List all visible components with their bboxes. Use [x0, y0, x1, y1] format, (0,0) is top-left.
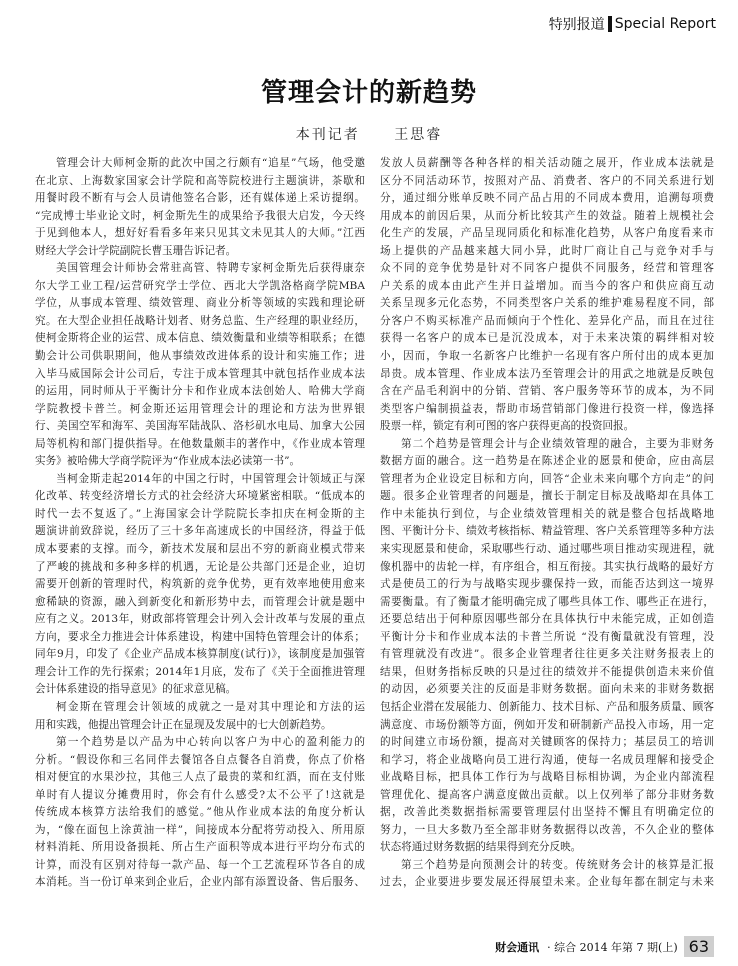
text-line: 状态将通过财务数据的结果得到充分反映。 — [380, 841, 582, 854]
text-line: 行、美国空军和海军、美国海军陆战队、洛杉矶水电局、加拿大公园 — [35, 420, 365, 433]
byline-role: 本刊记者 — [295, 127, 360, 143]
text-line: 方向，要求全力推进会计体系建设，构建中国特色管理会计的体系； — [35, 630, 365, 643]
text-line: 第二个趋势是管理会计与企业绩效管理的融合，主要为非财务 — [401, 437, 714, 450]
text-line: 题。很多企业管理者的问题是，擅长于制定目标及战略却在具体工 — [380, 490, 714, 503]
section-header — [549, 14, 716, 34]
text-line: 来实现愿景和使命，采取哪些行动、通过哪些项目推动实现进程，就 — [380, 543, 714, 556]
text-line: 业战略目标，把具体工作行为与战略目标相协调，为企业内部流程 — [380, 771, 714, 784]
text-line: 管理优化、提高客户满意度做出贡献。以上仅列举了部分非财务数 — [380, 788, 714, 801]
text-line: 的动因，必须要关注的反面是非财务数据。面向未来的非财务数据 — [380, 683, 714, 696]
section-name-en: Special Report — [614, 16, 716, 32]
text-line: 发放人员薪酬等各种各样的相关活动随之展开，作业成本法就是 — [380, 157, 714, 169]
text-line: 了严峻的挑战和多种多样的机遇，无论是公共部门还是企业，迫切 — [35, 560, 365, 573]
text-line: 学位，从事成本管理、绩效管理、商业分析等领域的实践和理论研 — [35, 297, 365, 310]
text-line: 平衡计分卡和作业成本法的卡普兰所说 “没有衡量就没有管理，没 — [380, 630, 714, 643]
byline — [0, 124, 738, 144]
page-number: 63 — [684, 936, 714, 957]
text-line: 管理者为企业设定目标和方向，回答“企业未来向哪个方向走”的问 — [380, 472, 714, 485]
text-line: 满意度、市场份额等方面，例如开发和研制新产品投入市场，用一定 — [380, 718, 714, 731]
text-line: 昂贵。成本管理、作业成本法乃至管理会计的用武之地就是反映包 — [380, 367, 714, 380]
text-line: 第一个趋势是以产品为中心转向以客户为中心的盈利能力的 — [56, 736, 365, 749]
text-line: 数据方面的融合。这一趋势是在陈述企业的愿景和使命，应由高层 — [380, 455, 714, 468]
text-line: 化改革、转变经济增长方式的社会经济大环境紧密相联。“低成本的 — [35, 490, 365, 503]
text-line: 获得一名客户的成本已是沉没成本，对于未来决策的羁绊相对较 — [380, 332, 714, 345]
text-line: 场上提供的产品越来越大同小异，此时厂商让自己与竞争对手与 — [380, 244, 714, 257]
text-line: 应有之义。2013年，财政部将管理会计列入会计改革与发展的重点 — [35, 613, 365, 626]
magazine-name: 财会通讯 — [495, 940, 540, 954]
text-line: 关系呈现多元化态势，不同类型客户关系的维护难易程度不同，部 — [380, 297, 714, 310]
text-line: 包括企业潜在发展能力、创新能力、技术目标、产品和服务质量、顾客 — [380, 700, 714, 713]
text-line: 小，因而，争取一名新客户比维护一名现有客户所付出的成本更加 — [380, 350, 714, 363]
text-line: 过去，企业要进步要发展还得展望未来。企业每年都在制定与未来 — [380, 876, 714, 889]
text-line: 分客户不购买标准产品而倾向于个性化、差异化产品，而且在过往 — [380, 314, 714, 327]
text-line: 柯金斯在管理会计领域的成就之一是对其中理论和方法的运 — [56, 700, 365, 713]
text-line: 像机器中的齿轮一样，有序组合，相互衔接。其实执行战略的最好方 — [380, 560, 714, 573]
text-line: 同年9月，印发了《企业产品成本核算制度(试行)》，该制度是加强管 — [35, 648, 365, 661]
text-line: 会计体系建设的指导意见》的征求意见稿。 — [35, 683, 237, 696]
section-name-cn: 特别报道 — [548, 17, 605, 33]
text-line: 众不同的竞争优势是针对不同客户提供不同服务，经营和管理客 — [380, 262, 714, 275]
text-line: 含在产品毛利润中的分销、营销、客户服务等环节的成本，为不同 — [380, 385, 714, 398]
text-line: 美国管理会计师协会常驻高管、特聘专家柯金斯先后获得康奈 — [56, 262, 365, 275]
page-footer — [495, 936, 714, 957]
text-line: 究。在大型企业担任战略计划者、财务总监、生产经理的职业经历， — [35, 314, 365, 327]
article-title: 管理会计的新趋势 — [260, 78, 477, 108]
text-line: 本消耗。当一份订单来到企业后，企业内部有添置设备、售后服务、 — [35, 876, 365, 889]
text-line: 尔大学工业工程/运营研究学士学位、西北大学凯洛格商学院MBA — [35, 279, 365, 292]
text-line: 传统成本核算方法给我们的感觉。”他从作业成本法的角度分析认 — [35, 806, 365, 819]
text-line: 需要开创新的管理时代，构筑新的竞争优势，更有效率地使用愈来 — [35, 578, 365, 591]
text-line: 分析。“假设你和三名同伴去餐馆各自点餐各自消费，你点了价格 — [35, 753, 365, 766]
text-line: 用和实践，他提出管理会计正在显现及发展中的七大创新趋势。 — [35, 718, 332, 731]
text-line: 式是使员工的行为与战略实现步骤保持一致，而能否达到这一境界 — [380, 578, 714, 591]
text-line: 股票一样，锁定有利可图的客户获得更高的投资回报。 — [380, 420, 635, 433]
text-line: 的运用，同时师从于平衡计分卡和作业成本法创始人、哈佛大学商 — [35, 385, 365, 398]
text-line: 化生产的发展，产品呈现同质化和标准化趋势，从客户角度看来市 — [380, 227, 714, 240]
text-line: 努力，一旦大多数乃至全部非财务数据得以改善，不久企业的整体 — [380, 823, 714, 836]
text-line: 材料消耗、所用设备损耗、所占生产面积等成本进行平均分布式的 — [35, 841, 365, 854]
issue-info: · 综合 2014 年第 7 期(上) — [547, 940, 678, 954]
text-line: 学院教授卡普兰。柯金斯还运用管理会计的理论和方法为世界银 — [35, 402, 365, 415]
text-line: 区分不同活动环节，按照对产品、消费者、客户的不同关系进行划 — [380, 174, 714, 187]
text-line: 于见到他本人，想好好看看多年来只见其文未见其人的大师。”江西 — [35, 227, 365, 240]
text-line: 的时间建立市场份额，提高对关键顾客的保持力；基层员工的培训 — [380, 736, 714, 749]
text-line: 结果，但财务指标反映的只是过往的绩效并不能提供创造未来价值 — [380, 665, 714, 678]
text-line: 时代一去不复返了。”上海国家会计学院院长李扣庆在柯金斯的主 — [35, 507, 365, 520]
text-line: 实务》被哈佛大学商学院评为“作业成本法必读第一书”。 — [35, 455, 301, 468]
text-line: 入毕马威国际会计公司后，专注于成本管理其中就包括作业成本法 — [35, 367, 365, 380]
text-line: 和学习，将企业战略向员工进行沟通，使每一名成员理解和接受企 — [380, 753, 714, 766]
article-column-right — [380, 155, 714, 892]
text-line: 用餐时段不断有与会人员请他签名合影，还有媒体递上采访提纲。 — [35, 192, 365, 205]
text-line: 题演讲前致辞说，经历了三十多年高速成长的中国经济，得益于低 — [35, 525, 365, 538]
text-line: 据，改善此类数据指标需要管理层付出坚持不懈且有明确定位的 — [380, 806, 714, 819]
text-line: 管理会计大师柯金斯的此次中国之行颇有“追星”气场，他受邀 — [56, 157, 365, 169]
text-line: 用成本的前因后果，从而分析比较其产生的效益。随着上规模社会 — [380, 209, 714, 222]
text-line: 理会计工作的先行探索；2014年1月底，发布了《关于全面推进管理 — [35, 665, 365, 678]
byline-author: 王思睿 — [394, 127, 443, 143]
text-line: 成本要素的支撑。而今，新技术发展和层出不穷的新商业模式带来 — [35, 543, 365, 556]
text-line: 户关系的成本由此产生并日益增加。而当今的客户和供应商互动 — [380, 279, 714, 292]
text-line: 单时有人提议分摊费用时，你会有什么感受?太不公平了!这就是 — [35, 788, 365, 801]
text-line: 当柯金斯走起2014年的中国之行时，中国管理会计领域正与深 — [56, 472, 365, 485]
text-line: 愈稀缺的资源，融入到新变化和新形势中去，而管理会计就是题中 — [35, 595, 365, 608]
text-line: 需要衡量。有了衡量才能明确完成了哪些具体工作、哪些正在进行， — [380, 595, 714, 608]
text-line: 在北京、上海数家国家会计学院和高等院校进行主题演讲，茶歇和 — [35, 174, 365, 187]
text-line: 有管理就没有改进”。很多企业管理者往往更多关注财务报表上的 — [380, 648, 714, 661]
text-line: 分，通过细分账单反映不同产品占用的不同成本费用，追溯每项费 — [380, 192, 714, 205]
text-line: 作中未能执行到位，与企业绩效管理相关的就是整合包括战略地 — [380, 507, 714, 520]
text-line: 图、平衡计分卡、绩效考核指标、精益管理、客户关系管理等多种方法 — [380, 525, 714, 538]
section-divider — [608, 16, 612, 32]
text-line: “完成博士毕业论文时，柯金斯先生的成果给予我很大启发，今天终 — [35, 209, 365, 222]
text-line: 为，“像在面包上涂黄油一样”，间接成本分配将劳动投入、所用原 — [35, 823, 365, 836]
text-line: 局等机构和部门提供指导。在他数量颇丰的著作中，《作业成本管理 — [35, 437, 365, 450]
article-column-left — [35, 155, 365, 892]
text-line: 财经大学会计学院副院长曹玉珊告诉记者。 — [35, 244, 237, 257]
text-line: 第三个趋势是向预测会计的转变。传统财务会计的核算是汇报 — [401, 858, 714, 871]
text-line: 使柯金斯将企业的运营、成本信息、绩效衡量和业绩等相联系；在德 — [35, 332, 365, 345]
text-line: 计算，而没有区别对待每一款产品、每一个工艺流程环节各自的成 — [35, 858, 365, 871]
text-line: 勤会计公司供职期间，他从事绩效改进体系的设计和实施工作；进 — [35, 350, 365, 363]
text-line: 相对便宜的水果沙拉，其他三人点了最贵的菜和红酒，而在支付账 — [35, 771, 365, 784]
text-line: 类型客户编制损益表，帮助市场营销部门像进行投资一样，像选择 — [380, 402, 714, 415]
text-line: 还要总结出于何种原因哪些部分在具体执行中未能完成，正如创造 — [380, 613, 714, 626]
